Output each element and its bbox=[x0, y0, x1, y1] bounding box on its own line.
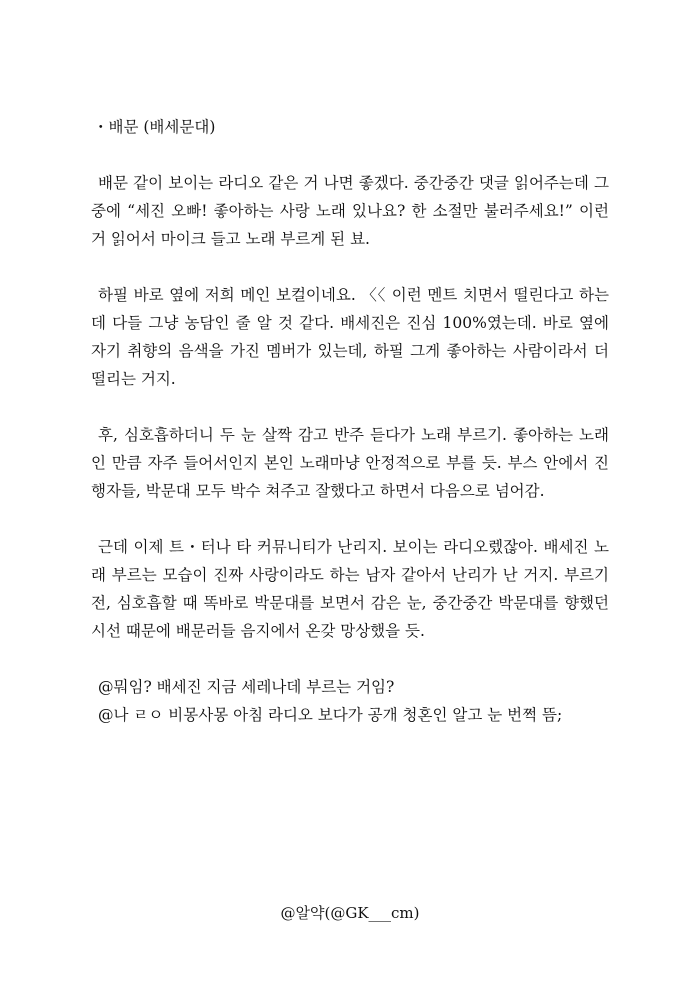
paragraph-2: 하필 바로 옆에 저희 메인 보컬이네요. 〈〈 이런 멘트 치면서 떨린다고 하는데 다들 그냥 농담인 줄 알 것 같다. 배세진은 진심 100%였는데. 바로 옆에 자기 취향의 음색을 가진 멤버가 있는데, 하필 그게 좋아하는 사람이라서 더 떨리는 거지. bbox=[91, 286, 609, 388]
document-body bbox=[91, 113, 609, 729]
comment-list bbox=[91, 673, 609, 729]
comment-1: @뭐임? 배세진 지금 세레나데 부르는 거임? bbox=[98, 678, 395, 696]
author-credit: @알약(@GK___cm) bbox=[280, 904, 420, 922]
paragraph-1: 배문 같이 보이는 라디오 같은 거 나면 좋겠다. 중간중간 댓글 읽어주는데 그중에 “세진 오빠! 좋아하는 사랑 노래 있나요? 한 소절만 불러주세요!” 이런 거 읽어서 마이크 들고 노래 부르게 된 뵤. bbox=[91, 174, 609, 248]
paragraph-3: 후, 심호흡하더니 두 눈 살짝 감고 반주 듣다가 노래 부르기. 좋아하는 노래인 만큼 자주 들어서인지 본인 노래마냥 안정적으로 부를 듯. 부스 안에서 진행자들, 박문대 모두 박수 쳐주고 잘했다고 하면서 다음으로 넘어감. bbox=[91, 426, 609, 500]
comment-2: @나 ㄹㅇ 비몽사몽 아침 라디오 보다가 공개 청혼인 알고 눈 번쩍 뜸; bbox=[98, 706, 563, 724]
paragraph-4: 근데 이제 트・터나 타 커뮤니티가 난리지. 보이는 라디오렜잖아. 배세진 노래 부르는 모습이 진짜 사랑이라도 하는 남자 같아서 난리가 난 거지. 부르기 전, 심호흡할 때 똑바로 박문대를 보면서 감은 눈, 중간중간 박문대를 향했던 시선 때문에 배문러들 음지에서 온갖 망상했을 듯. bbox=[91, 538, 609, 640]
section-heading: ・배문 (배세문대) bbox=[93, 118, 216, 136]
